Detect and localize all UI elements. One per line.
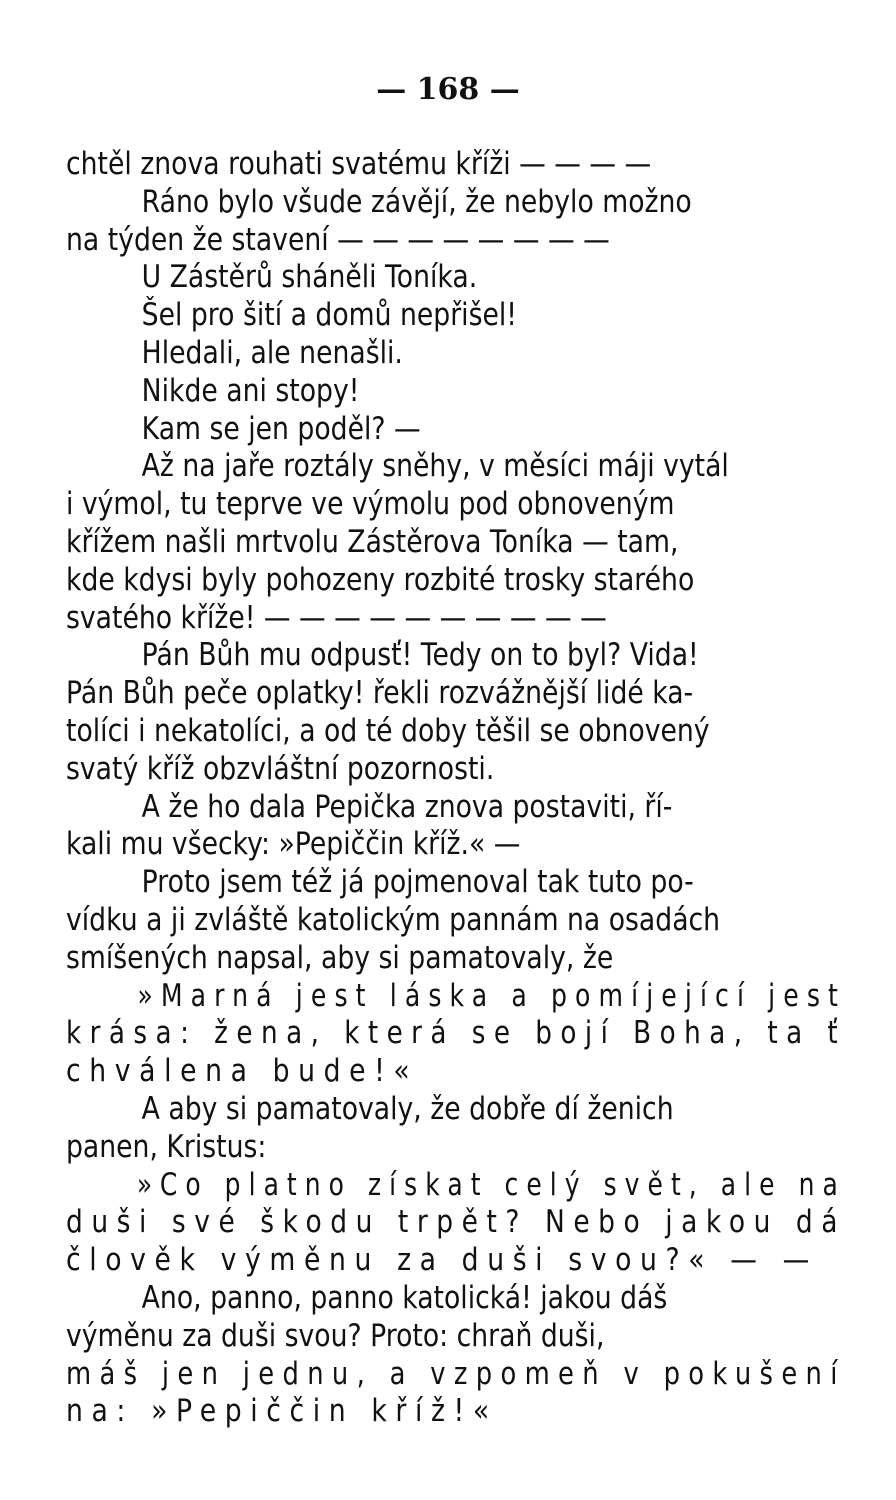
- page-number: — 168 —: [376, 72, 520, 107]
- text-line: vídku a ji zvláště katolickým pannám na osadách: [66, 901, 721, 938]
- text-line: Až na jaře roztály sněhy, v měsíci máji vytál: [141, 448, 729, 485]
- text-line: smíšených napsal, aby si pamatovaly, že: [66, 939, 614, 976]
- text-line: U Zástěrů sháněli Toníka.: [141, 259, 478, 296]
- text-line: tolíci i nekatolíci, a od té doby těšil se obnovený: [66, 712, 710, 749]
- text-line: Hledali, ale nenašli.: [141, 334, 403, 371]
- text-line: Ráno bylo všude závějí, že nebylo možno: [141, 183, 692, 220]
- text-line: Nikde ani stopy!: [141, 372, 360, 409]
- text-line: na týden že stavení — — — — — — — —: [66, 221, 610, 258]
- text-line: duši své škodu trpět? Nebo jakou dá: [66, 1204, 847, 1241]
- text-line: chválena bude!«: [66, 1053, 419, 1090]
- text-line: Ano, panno, panno katolická! jakou dáš: [141, 1279, 668, 1316]
- text-line: »Marná jest láska a pomíjející jest: [137, 977, 847, 1014]
- text-line: Šel pro šití a domů nepřišel!: [141, 297, 517, 334]
- text-line: chtěl znova rouhati svatému kříži — — — —: [66, 146, 652, 182]
- text-line: A aby si pamatovaly, že dobře dí ženich: [141, 1090, 674, 1127]
- text-line: A že ho dala Pepička znova postaviti, ří-: [141, 788, 673, 825]
- text-line: Kam se jen poděl? —: [141, 410, 421, 447]
- text-line: Proto jsem též já pojmenoval tak tuto po-: [141, 864, 694, 901]
- text-line: i výmol, tu teprve ve výmolu pod obnoveným: [66, 486, 675, 523]
- text-line: člověk výměnu za duši svou?« — —: [66, 1242, 818, 1279]
- text-line: kali mu všecky: »Pepiččin kříž.« —: [66, 826, 521, 863]
- body-text: [66, 146, 846, 1431]
- text-line: výměnu za duši svou? Proto: chraň duši,: [66, 1317, 605, 1354]
- text-line: kde kdysi byly pohozeny rozbité trosky starého: [66, 561, 695, 598]
- text-line: panen, Kristus:: [66, 1128, 267, 1165]
- text-line: máš jen jednu, a vzpomeň v pokušení: [66, 1355, 846, 1392]
- text-line: křížem našli mrtvolu Zástěrova Toníka — tam,: [66, 523, 679, 560]
- text-line: svatý kříž obzvláštní pozornosti.: [66, 750, 495, 787]
- text-line: krása: žena, která se bojí Boha, ta ť: [66, 1015, 847, 1052]
- text-line: na: »Pepiččin kříž!«: [66, 1393, 498, 1430]
- text-line: Pán Bůh peče oplatky! řekli rozvážnější lidé ka-: [66, 675, 694, 712]
- text-line: Pán Bůh mu odpusť! Tedy on to byl? Vida!: [141, 637, 699, 674]
- text-line: »Co platno získat celý svět, ale na: [136, 1166, 846, 1203]
- text-line: svatého kříže! — — — — — — — — — —: [66, 599, 607, 636]
